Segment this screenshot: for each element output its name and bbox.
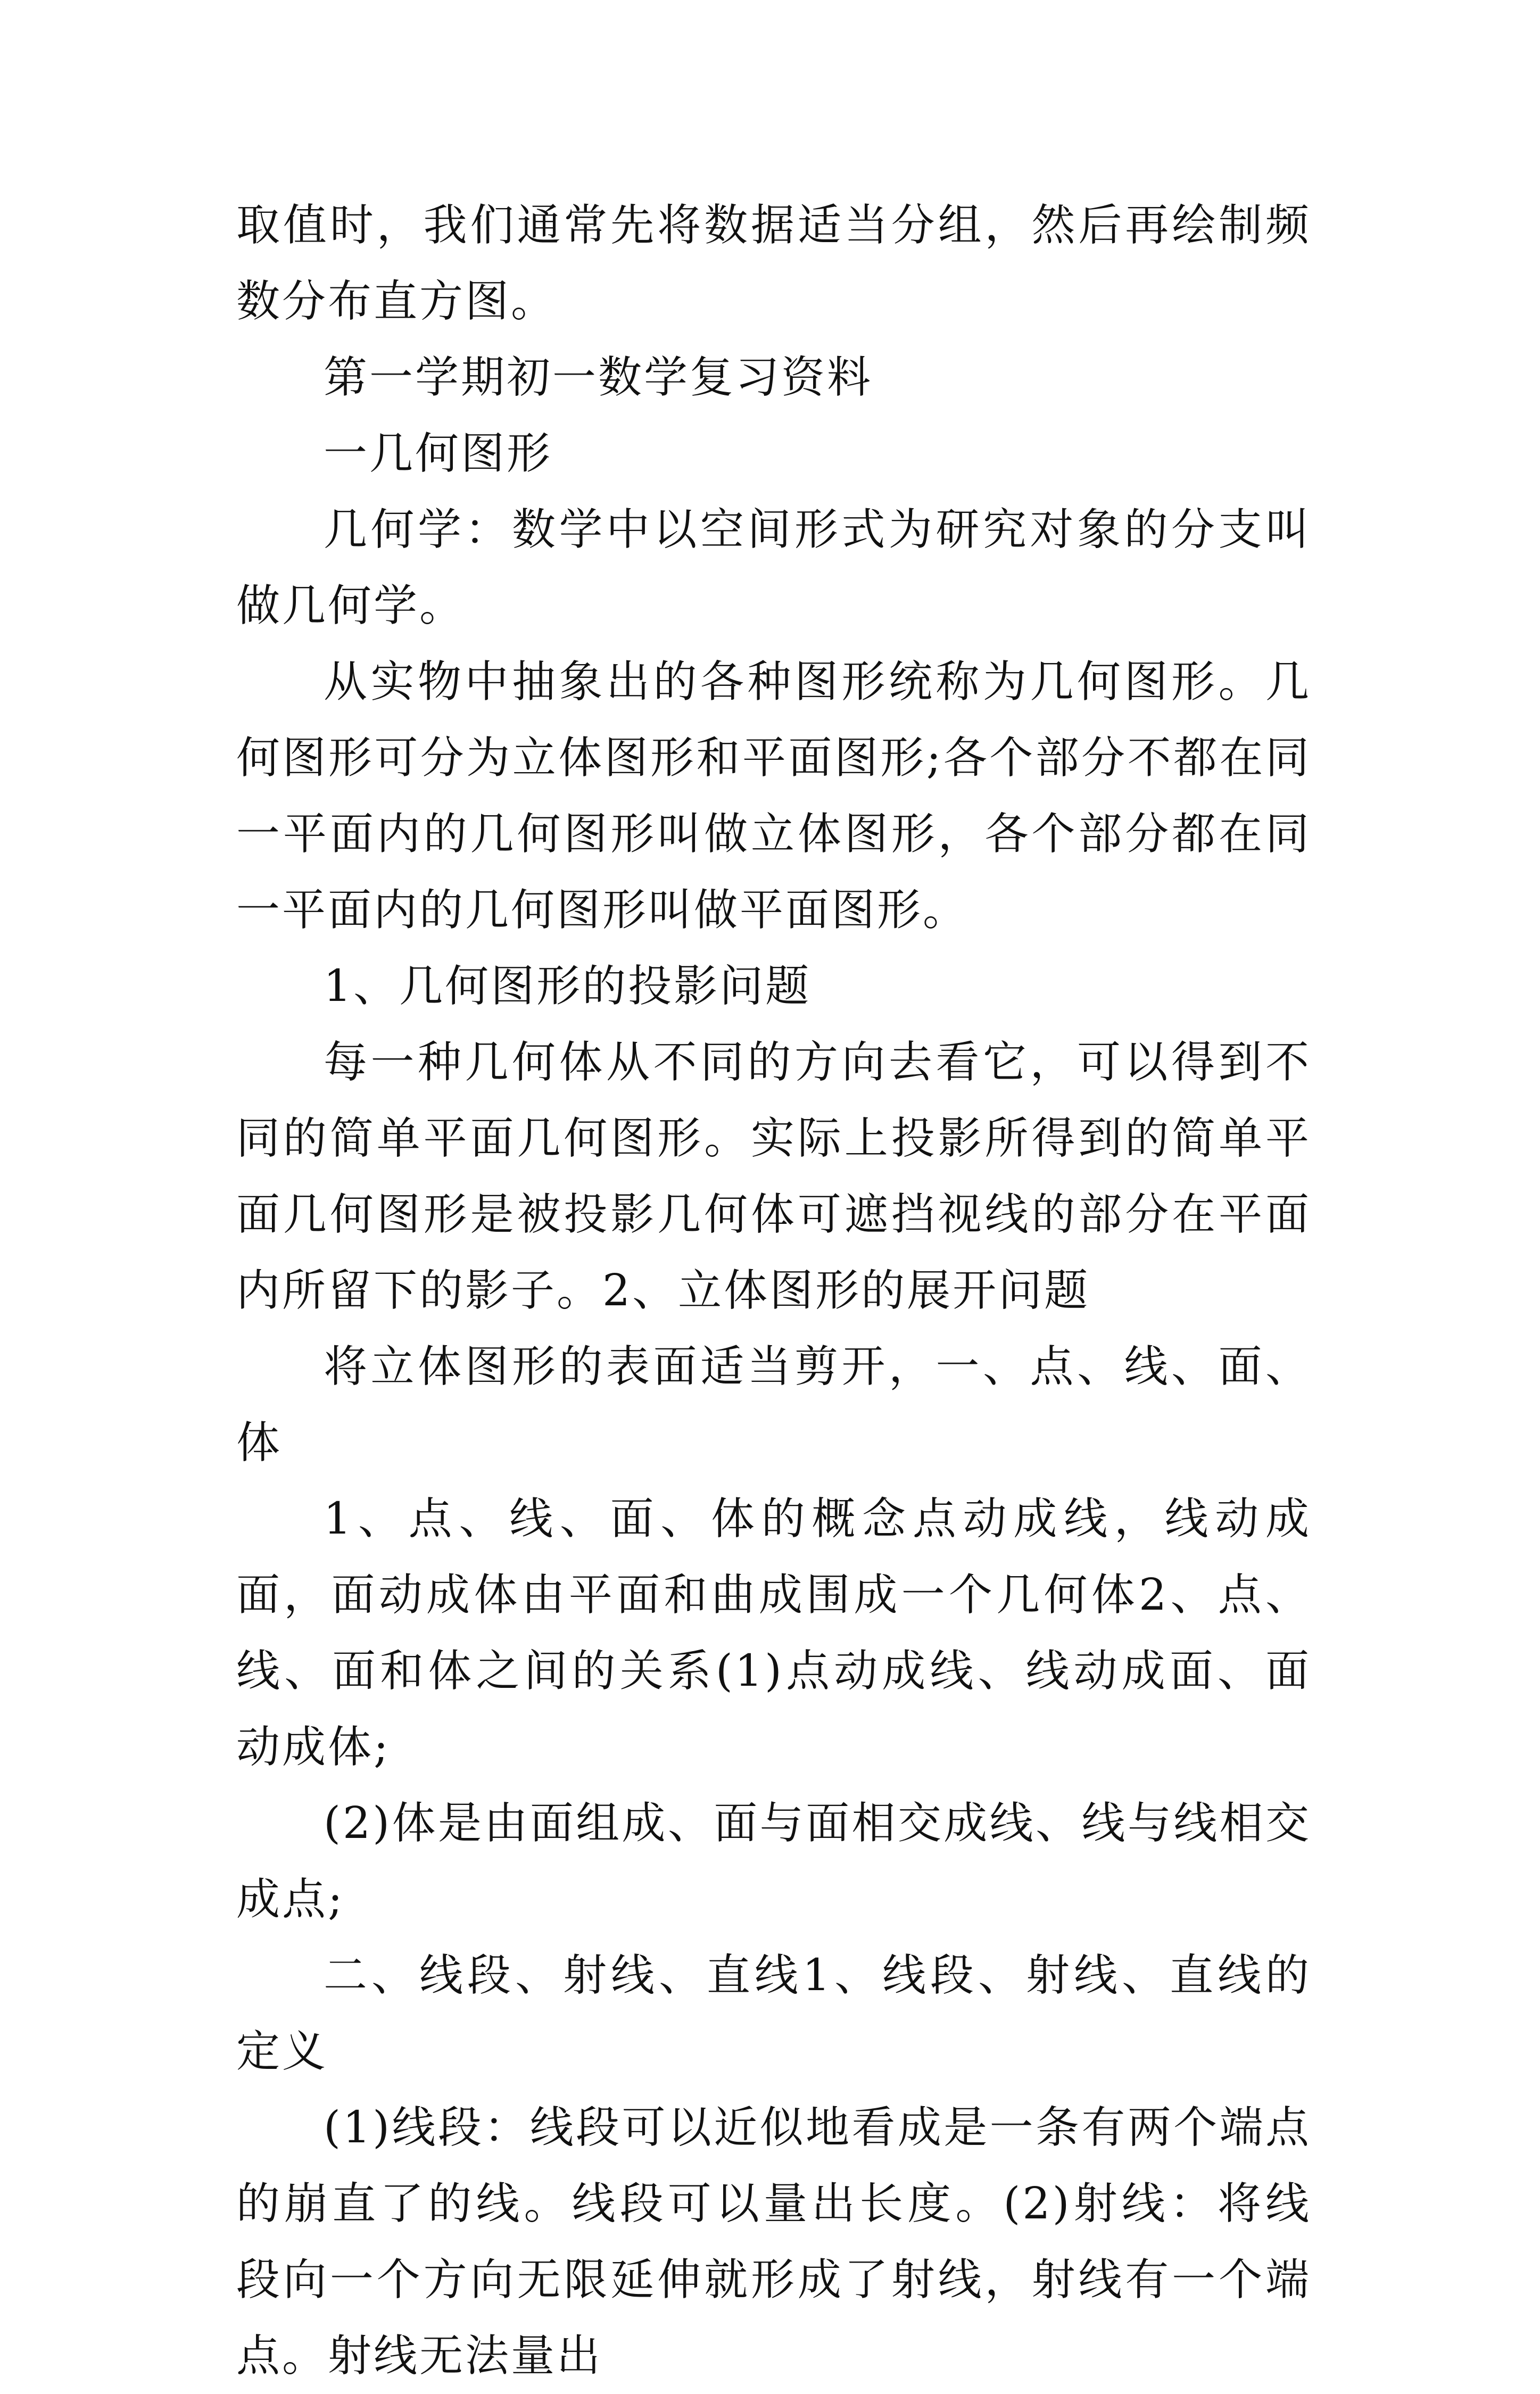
paragraph-11: 二、线段、射线、直线1、线段、射线、直线的定义 xyxy=(236,1950,1311,2077)
paragraph-4: 几何学：数学中以空间形式为研究对象的分支叫做几何学。 xyxy=(236,504,1311,631)
document-body xyxy=(236,187,1311,2394)
paragraph-1: 取值时，我们通常先将数据适当分组，然后再绘制频数分布直方图。 xyxy=(236,200,1311,327)
paragraph-8: 将立体图形的表面适当剪开，一、点、线、面、体 xyxy=(236,1341,1311,1468)
paragraph-3-heading: 一几何图形 xyxy=(324,428,553,479)
paragraph-10: (2)体是由面组成、面与面相交成线、线与线相交成点; xyxy=(236,1798,1311,1925)
paragraph-9: 1、点、线、面、体的概念点动成线，线动成面，面动成体由平面和曲成围成一个几何体2、点、线、面和体之间的关系(1)点动成线、线动成面、面动成体; xyxy=(236,1494,1311,1772)
paragraph-7: 每一种几何体从不同的方向去看它，可以得到不同的简单平面几何图形。实际上投影所得到的简单平面几何图形是被投影几何体可遮挡视线的部分在平面内所留下的影子。2、立体图形的展开问题 xyxy=(236,1037,1311,1316)
paragraph-12: (1)线段：线段可以近似地看成是一条有两个端点的崩直了的线。线段可以量出长度。(2)射线：将线段向一个方向无限延伸就形成了射线，射线有一个端点。射线无法量出 xyxy=(236,2102,1311,2381)
paragraph-6-heading: 1、几何图形的投影问题 xyxy=(324,961,812,1012)
paragraph-2-heading: 第一学期初一数学复习资料 xyxy=(324,352,873,403)
paragraph-5: 从实物中抽象出的各种图形统称为几何图形。几何图形可分为立体图形和平面图形;各个部分不都在同一平面内的几何图形叫做立体图形，各个部分都在同一平面内的几何图形叫做平面图形。 xyxy=(236,657,1311,935)
